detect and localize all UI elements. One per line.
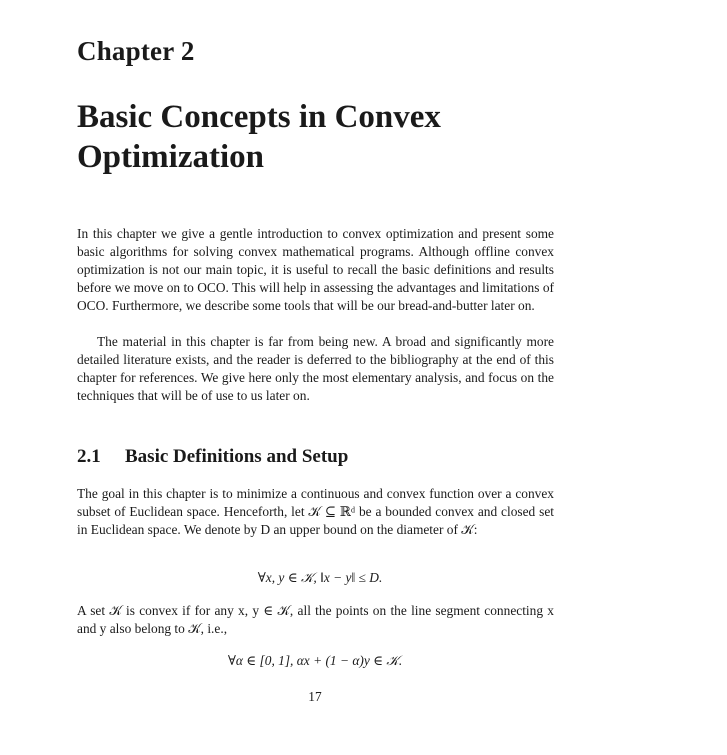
equation-convexity: ∀α ∈ [0, 1], αx + (1 − α)y ∈ 𝒦.: [227, 653, 403, 668]
intro-paragraph-1: In this chapter we give a gentle introduction to convex optimization and present some basic algorithms for solving convex mathematical programs. Although offline convex optimization is not our main topic, it is useful to recall the basic definitions and results before we move on to OCO. This will help in assessing the advantages and limitations of OCO. Furthermore, we describe some tools that will be our bread-and-butter later on.: [77, 226, 554, 313]
section-title: Basic Definitions and Setup: [125, 446, 349, 467]
equation-diameter-bound: ∀x, y ∈ 𝒦, ‖x − y‖ ≤ D.: [257, 570, 383, 585]
section-paragraph-1: The goal in this chapter is to minimize a continuous and convex function over a convex subset of Euclidean space. Henceforth, let 𝒦 ⊆ ℝᵈ be a bounded convex and closed set in Euclidean space. We denote by D an upper bound on the diameter of 𝒦:: [77, 486, 554, 537]
section-number: 2.1: [77, 446, 101, 467]
section-paragraph-2: A set 𝒦 is convex if for any x, y ∈ 𝒦, all the points on the line segment connecting x and y also belong to 𝒦, i.e.,: [77, 603, 554, 636]
chapter-title: Basic Concepts in Convex Optimization: [77, 99, 441, 175]
intro-paragraph-2: The material in this chapter is far from being new. A broad and significantly more detailed literature exists, and the reader is deferred to the bibliography at the end of this chapter for references. We give here only the most elementary analysis, and focus on the techniques that will be of use to us later on.: [77, 334, 554, 403]
chapter-label: Chapter 2: [77, 36, 195, 66]
page-number: 17: [308, 689, 322, 704]
section-heading: [77, 446, 348, 468]
